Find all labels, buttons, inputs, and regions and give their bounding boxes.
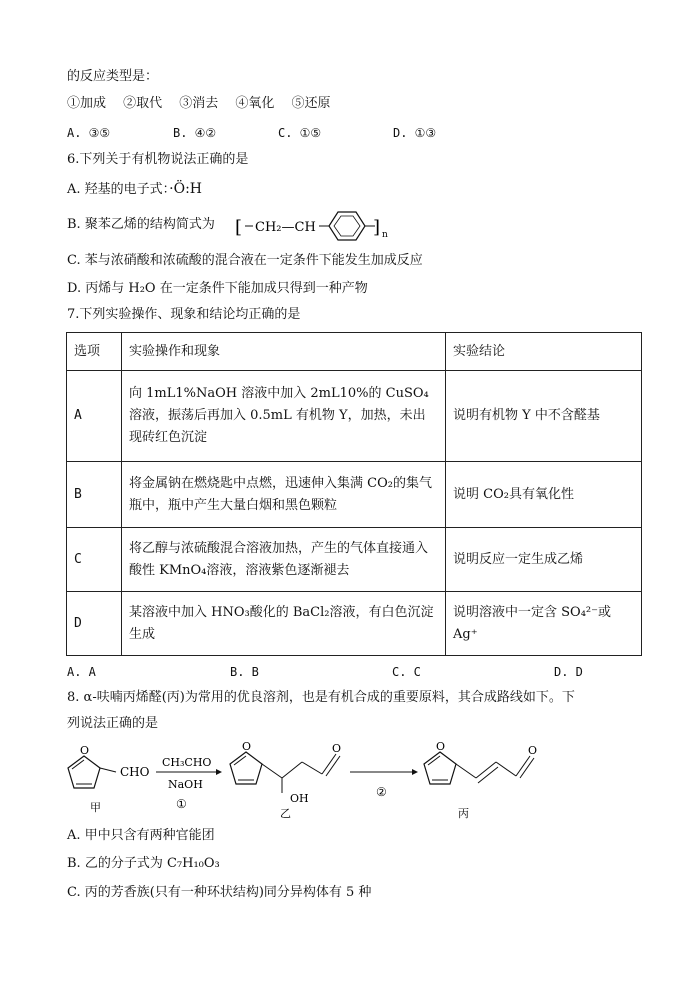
step-1: ①	[176, 797, 187, 811]
label-jia: 甲	[90, 801, 101, 814]
q6-option-b	[67, 216, 215, 234]
compound-jia	[68, 744, 150, 814]
row-conclusion: 说明 CO₂具有氧化性	[446, 462, 642, 528]
row-operation: 某溶液中加入 HNO₃酸化的 BaCl₂溶液，有白色沉淀生成	[122, 592, 446, 656]
synthesis-route-diagram	[60, 738, 580, 823]
q5-stem-tail: 的反应类型是：	[67, 69, 159, 84]
row-operation: 将乙醇与浓硫酸混合溶液加热，产生的气体直接通入酸性 KMnO₄溶液，溶液紫色逐渐褪去	[122, 528, 446, 592]
row-conclusion: 说明溶液中一定含 SO₄²⁻或 Ag⁺	[446, 592, 642, 656]
compound-bing	[424, 740, 537, 820]
q6-stem: 6.下列关于有机物说法正确的是	[67, 152, 249, 167]
header-option: 选项	[67, 333, 122, 371]
row-option: D	[67, 592, 122, 656]
q8-stem-line1: 8. α-呋喃丙烯醛(丙)为常用的优良溶剂，也是有机合成的重要原料，其合成路线如下。下	[67, 690, 575, 705]
q7-choice-a: A. A	[67, 665, 96, 679]
polystyrene-chain: CH₂—CH	[255, 220, 316, 235]
label-yi: 乙	[280, 807, 291, 820]
q5-choice-a: A. ③⑤	[67, 126, 111, 140]
q5-choice-d: D. ①③	[393, 126, 437, 140]
hydroxyl-electron-formula: ·Ö:H	[169, 181, 203, 197]
q7-choice-b: B. B	[230, 665, 259, 679]
q6-option-b-label: B. 聚苯乙烯的结构简式为	[67, 217, 215, 232]
header-operation: 实验操作和现象	[122, 333, 446, 371]
table-header-row	[67, 333, 642, 371]
reaction-arrow-2	[350, 769, 418, 799]
q7-choice-d: D. D	[554, 665, 583, 679]
step-2: ②	[376, 785, 387, 799]
svg-text:[: [	[235, 217, 243, 238]
polymer-n: n	[382, 230, 388, 240]
reaction-arrow-1	[156, 756, 222, 811]
table-row	[67, 462, 642, 528]
row-option: C	[67, 528, 122, 592]
table-row	[67, 371, 642, 462]
row-conclusion: 说明有机物 Y 中不含醛基	[446, 371, 642, 462]
q5-choice-c: C. ①⑤	[278, 126, 322, 140]
q6-option-a-label: A. 羟基的电子式：	[67, 182, 170, 197]
row-conclusion: 说明反应一定生成乙烯	[446, 528, 642, 592]
row-operation: 向 1mL1%NaOH 溶液中加入 2mL10%的 CuSO₄溶液，振荡后再加入 0.5mL 有机物 Y，加热，未出现砖红色沉淀	[122, 371, 446, 462]
table-row	[67, 592, 642, 656]
q8-option-b: B. 乙的分子式为 C₇H₁₀O₃	[67, 856, 220, 871]
reagent-naoh: NaOH	[168, 778, 203, 791]
compound-yi	[230, 740, 341, 820]
row-option: A	[67, 371, 122, 462]
q6-option-c: C. 苯与浓硝酸和浓硫酸的混合液在一定条件下能发生加成反应	[67, 253, 423, 268]
label-bing: 丙	[458, 807, 469, 820]
q7-stem: 7.下列实验操作、现象和结论均正确的是	[67, 307, 301, 322]
q7-choice-c: C. C	[392, 665, 421, 679]
svg-text:]: ]	[373, 217, 381, 238]
q8-option-c: C. 丙的芳香族(只有一种环状结构)同分异构体有 5 种	[67, 885, 372, 900]
q5-choice-b: B. ④②	[173, 126, 217, 140]
table-row	[67, 528, 642, 592]
q6-option-a	[67, 180, 202, 199]
svg-text:O: O	[242, 740, 252, 753]
row-option: B	[67, 462, 122, 528]
q8-option-a: A. 甲中只含有两种官能团	[67, 828, 215, 843]
hydroxyl-label: OH	[290, 792, 309, 805]
q6-option-d: D. 丙烯与 H₂O 在一定条件下能加成只得到一种产物	[67, 281, 368, 296]
q5-options: ①加成 ②取代 ③消去 ④氧化 ⑤还原	[67, 96, 331, 111]
q8-stem-line2: 列说法正确的是	[67, 716, 159, 731]
svg-text:O: O	[528, 744, 538, 757]
reagent-acetaldehyde: CH₃CHO	[162, 756, 212, 769]
ring-oxygen: O	[80, 744, 90, 757]
jia-aldehyde-group: CHO	[120, 765, 150, 779]
q7-table	[66, 332, 642, 656]
header-conclusion: 实验结论	[446, 333, 642, 371]
svg-text:O: O	[436, 740, 446, 753]
svg-text:O: O	[332, 742, 342, 755]
polystyrene-structure	[233, 204, 393, 246]
row-operation: 将金属钠在燃烧匙中点燃，迅速伸入集满 CO₂的集气瓶中，瓶中产生大量白烟和黑色颗粒	[122, 462, 446, 528]
